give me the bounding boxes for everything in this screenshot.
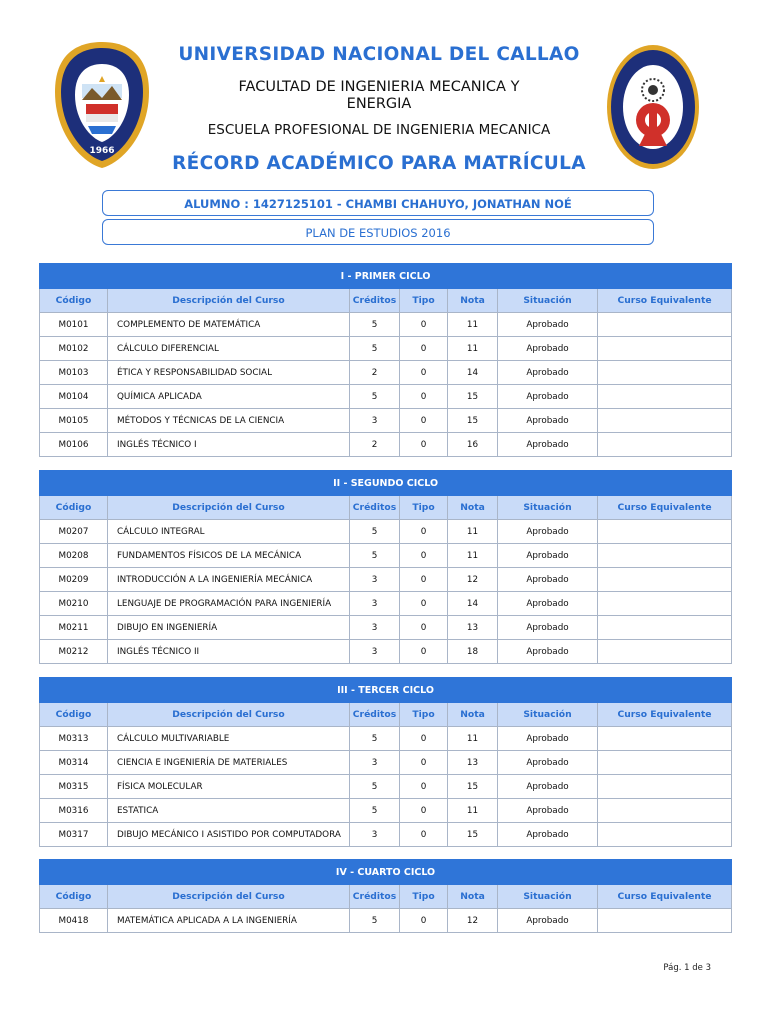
table-cell: Aprobado [498, 751, 598, 775]
cycle-title: I - PRIMER CICLO [40, 264, 732, 289]
table-cell: CÁLCULO DIFERENCIAL [108, 337, 350, 361]
table-cell: 0 [400, 616, 448, 640]
table-cell: Aprobado [498, 640, 598, 664]
table-cell: Aprobado [498, 799, 598, 823]
table-cell: DIBUJO EN INGENIERÍA [108, 616, 350, 640]
table-cell: 0 [400, 799, 448, 823]
table-cell: 3 [350, 568, 400, 592]
column-header: Descripción del Curso [108, 703, 350, 727]
table-cell [598, 337, 732, 361]
table-row [40, 775, 732, 799]
record-title: RÉCORD ACADÉMICO PARA MATRÍCULA [172, 153, 586, 174]
table-cell: M0211 [40, 616, 108, 640]
table-cell: 5 [350, 544, 400, 568]
table-cell: Aprobado [498, 775, 598, 799]
table-cell: Aprobado [498, 385, 598, 409]
table-cell: 3 [350, 751, 400, 775]
table-cell [598, 727, 732, 751]
table-row [40, 592, 732, 616]
page-number: Pág. 1 de 3 [663, 963, 711, 973]
table-cell: Aprobado [498, 909, 598, 933]
table-cell: FUNDAMENTOS FÍSICOS DE LA MECÁNICA [108, 544, 350, 568]
table-cell: LENGUAJE DE PROGRAMACIÓN PARA INGENIERÍA [108, 592, 350, 616]
table-cell: ESTATICA [108, 799, 350, 823]
table-cell: Aprobado [498, 313, 598, 337]
table-cell: MATEMÁTICA APLICADA A LA INGENIERÍA [108, 909, 350, 933]
table-cell: 5 [350, 799, 400, 823]
table-cell: M0314 [40, 751, 108, 775]
table-cell [598, 640, 732, 664]
table-cell: 12 [448, 909, 498, 933]
table-cell: 0 [400, 337, 448, 361]
table-cell: M0101 [40, 313, 108, 337]
table-cell: 0 [400, 775, 448, 799]
table-cell: 0 [400, 313, 448, 337]
table-cell: M0106 [40, 433, 108, 457]
table-cell: M0209 [40, 568, 108, 592]
column-header: Código [40, 703, 108, 727]
table-row [40, 751, 732, 775]
table-row [40, 520, 732, 544]
table-cell [598, 799, 732, 823]
table-cell: 0 [400, 909, 448, 933]
table-cell: INGLÉS TÉCNICO II [108, 640, 350, 664]
table-cell: 14 [448, 592, 498, 616]
table-cell [598, 775, 732, 799]
table-cell: Aprobado [498, 361, 598, 385]
table-cell: CÁLCULO MULTIVARIABLE [108, 727, 350, 751]
table-cell: 13 [448, 751, 498, 775]
table-cell: 0 [400, 385, 448, 409]
table-cell [598, 520, 732, 544]
table-cell: 0 [400, 544, 448, 568]
table-cell: 15 [448, 775, 498, 799]
table-cell: 0 [400, 727, 448, 751]
table-cell: 2 [350, 361, 400, 385]
table-cell: 11 [448, 544, 498, 568]
table-cell: ÉTICA Y RESPONSABILIDAD SOCIAL [108, 361, 350, 385]
table-cell: 0 [400, 520, 448, 544]
table-cell: 3 [350, 823, 400, 847]
faculty-emblem-logo [605, 42, 701, 172]
table-cell: 3 [350, 592, 400, 616]
table-cell: 11 [448, 337, 498, 361]
column-header: Créditos [350, 703, 400, 727]
table-cell: QUÍMICA APLICADA [108, 385, 350, 409]
column-header: Tipo [400, 885, 448, 909]
table-cell: 15 [448, 385, 498, 409]
column-header: Tipo [400, 289, 448, 313]
column-header: Descripción del Curso [108, 496, 350, 520]
column-header: Curso Equivalente [598, 496, 732, 520]
table-cell: 0 [400, 568, 448, 592]
table-cell: Aprobado [498, 520, 598, 544]
cycle-title: IV - CUARTO CICLO [40, 860, 732, 885]
table-cell [598, 616, 732, 640]
column-header: Situación [498, 496, 598, 520]
column-header: Tipo [400, 496, 448, 520]
column-header: Nota [448, 289, 498, 313]
seal-year-text: 1966 [89, 146, 115, 156]
table-cell: 5 [350, 520, 400, 544]
table-cell: M0102 [40, 337, 108, 361]
faculty-name-line2: ENERGIA [346, 96, 412, 112]
table-cell: Aprobado [498, 337, 598, 361]
table-cell: 0 [400, 361, 448, 385]
table-cell: 5 [350, 775, 400, 799]
table-cell: 3 [350, 409, 400, 433]
column-header: Curso Equivalente [598, 885, 732, 909]
table-cell: M0317 [40, 823, 108, 847]
table-row [40, 727, 732, 751]
table-cell: 13 [448, 616, 498, 640]
table-cell [598, 568, 732, 592]
table-cell: 11 [448, 799, 498, 823]
table-row [40, 616, 732, 640]
table-cell: Aprobado [498, 568, 598, 592]
table-row [40, 409, 732, 433]
table-row [40, 385, 732, 409]
table-cell [598, 751, 732, 775]
table-row [40, 544, 732, 568]
study-plan-box: PLAN DE ESTUDIOS 2016 [102, 219, 654, 245]
faculty-name [150, 79, 608, 113]
table-cell: INTRODUCCIÓN A LA INGENIERÍA MECÁNICA [108, 568, 350, 592]
cycle-table [39, 677, 732, 847]
table-row [40, 568, 732, 592]
cycle-table [39, 470, 732, 664]
table-cell [598, 313, 732, 337]
cycle-title: II - SEGUNDO CICLO [40, 471, 732, 496]
table-cell: M0104 [40, 385, 108, 409]
column-header: Situación [498, 703, 598, 727]
table-cell: M0212 [40, 640, 108, 664]
university-seal-logo [52, 40, 152, 170]
table-cell: 18 [448, 640, 498, 664]
table-cell: 16 [448, 433, 498, 457]
table-cell: 15 [448, 409, 498, 433]
table-cell: Aprobado [498, 823, 598, 847]
table-cell: DIBUJO MECÁNICO I ASISTIDO POR COMPUTADORA [108, 823, 350, 847]
table-cell: FÍSICA MOLECULAR [108, 775, 350, 799]
table-row [40, 640, 732, 664]
column-header: Código [40, 289, 108, 313]
table-cell [598, 909, 732, 933]
table-row [40, 909, 732, 933]
table-cell: 0 [400, 823, 448, 847]
cycle-title: III - TERCER CICLO [40, 678, 732, 703]
table-cell: 0 [400, 751, 448, 775]
column-header: Curso Equivalente [598, 703, 732, 727]
table-cell: M0418 [40, 909, 108, 933]
table-cell [598, 433, 732, 457]
cycle-table [39, 263, 732, 457]
table-cell: Aprobado [498, 616, 598, 640]
table-cell: M0103 [40, 361, 108, 385]
student-info-box: ALUMNO : 1427125101 - CHAMBI CHAHUYO, JONATHAN NOÉ [102, 190, 654, 216]
table-cell: 0 [400, 640, 448, 664]
table-cell: M0208 [40, 544, 108, 568]
table-cell [598, 592, 732, 616]
column-header: Créditos [350, 885, 400, 909]
table-cell: 5 [350, 337, 400, 361]
table-cell [598, 361, 732, 385]
table-cell: 15 [448, 823, 498, 847]
table-cell: INGLÉS TÉCNICO I [108, 433, 350, 457]
table-cell: 5 [350, 727, 400, 751]
table-row [40, 313, 732, 337]
column-header: Situación [498, 885, 598, 909]
column-header: Créditos [350, 289, 400, 313]
table-cell: Aprobado [498, 592, 598, 616]
faculty-name-line1: FACULTAD DE INGENIERIA MECANICA Y [238, 79, 520, 95]
cycle-table [39, 859, 732, 933]
table-cell: 3 [350, 640, 400, 664]
table-cell: COMPLEMENTO DE MATEMÁTICA [108, 313, 350, 337]
school-name: ESCUELA PROFESIONAL DE INGENIERIA MECANICA [207, 122, 551, 138]
table-cell: 3 [350, 616, 400, 640]
table-cell [598, 544, 732, 568]
column-header: Código [40, 496, 108, 520]
column-header: Curso Equivalente [598, 289, 732, 313]
column-header: Nota [448, 496, 498, 520]
column-header-row [40, 289, 732, 313]
table-cell [598, 823, 732, 847]
table-cell: Aprobado [498, 727, 598, 751]
university-name: UNIVERSIDAD NACIONAL DEL CALLAO [178, 44, 580, 65]
column-header: Créditos [350, 496, 400, 520]
table-cell [598, 409, 732, 433]
table-cell: MÉTODOS Y TÉCNICAS DE LA CIENCIA [108, 409, 350, 433]
table-cell: 5 [350, 313, 400, 337]
column-header: Nota [448, 885, 498, 909]
table-cell: 0 [400, 433, 448, 457]
table-cell: M0105 [40, 409, 108, 433]
column-header-row [40, 496, 732, 520]
column-header-row [40, 885, 732, 909]
column-header: Descripción del Curso [108, 885, 350, 909]
table-cell: 0 [400, 592, 448, 616]
table-cell: Aprobado [498, 409, 598, 433]
table-cell: 11 [448, 520, 498, 544]
table-cell: 2 [350, 433, 400, 457]
table-cell [598, 385, 732, 409]
column-header: Código [40, 885, 108, 909]
table-cell: 0 [400, 409, 448, 433]
table-cell: Aprobado [498, 544, 598, 568]
table-cell: M0210 [40, 592, 108, 616]
table-cell: 12 [448, 568, 498, 592]
column-header-row [40, 703, 732, 727]
table-row [40, 799, 732, 823]
table-cell: CÁLCULO INTEGRAL [108, 520, 350, 544]
column-header: Tipo [400, 703, 448, 727]
column-header: Nota [448, 703, 498, 727]
column-header: Situación [498, 289, 598, 313]
table-cell: 5 [350, 385, 400, 409]
table-cell: 11 [448, 727, 498, 751]
table-row [40, 361, 732, 385]
column-header: Descripción del Curso [108, 289, 350, 313]
table-cell: 5 [350, 909, 400, 933]
table-cell: M0315 [40, 775, 108, 799]
table-row [40, 433, 732, 457]
table-cell: 11 [448, 313, 498, 337]
table-row [40, 337, 732, 361]
table-cell: M0316 [40, 799, 108, 823]
table-row [40, 823, 732, 847]
table-cell: CIENCIA E INGENIERÍA DE MATERIALES [108, 751, 350, 775]
table-cell: Aprobado [498, 433, 598, 457]
table-cell: 14 [448, 361, 498, 385]
table-cell: M0313 [40, 727, 108, 751]
table-cell: M0207 [40, 520, 108, 544]
